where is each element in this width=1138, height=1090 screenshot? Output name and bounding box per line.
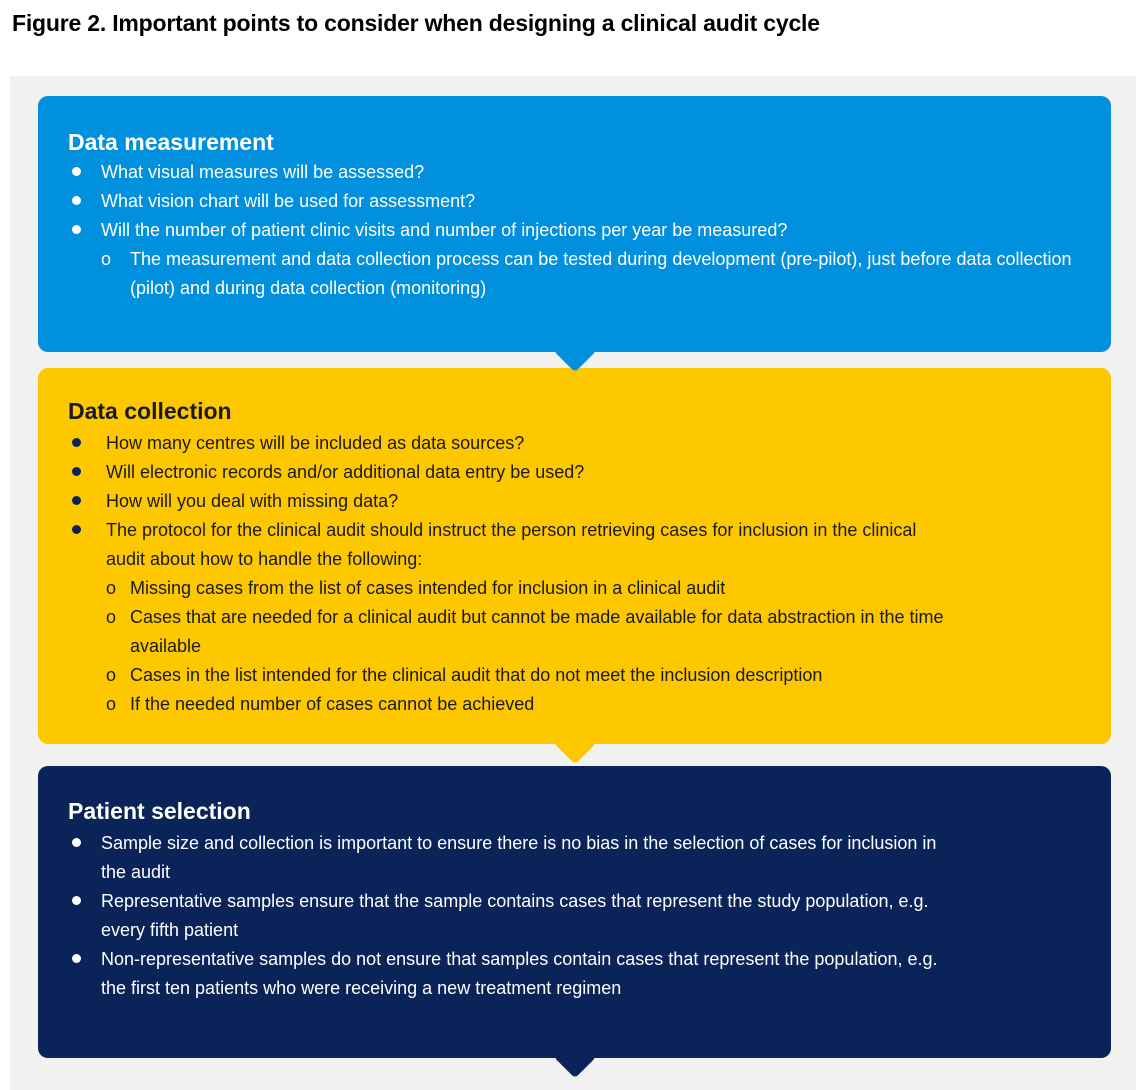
list-item: Will electronic records and/or additional data entry be used? (68, 458, 1081, 487)
data-collection-box (38, 368, 1111, 744)
sub-list-item: o Cases that are needed for a clinical audit but cannot be made available for data abstraction in the time available (68, 603, 1081, 661)
data-measurement-box (38, 96, 1111, 352)
list-item: Sample size and collection is important to ensure there is no bias in the selection of cases for inclusion in the audit (68, 829, 941, 887)
list-item: What visual measures will be assessed? (68, 158, 1081, 187)
list-item: How will you deal with missing data? (68, 487, 1081, 516)
list-item: What vision chart will be used for assessment? (68, 187, 1081, 216)
patient-selection-list (68, 829, 1081, 1003)
sub-list-item: o The measurement and data collection process can be tested during development (pre-pilot), just before data collection (pilot) and during data collection (monitoring) (68, 245, 1081, 303)
data-collection-list (68, 429, 1081, 719)
data-measurement-heading: Data measurement (68, 129, 274, 155)
patient-selection-heading: Patient selection (68, 798, 251, 824)
patient-selection-box (38, 766, 1111, 1058)
data-collection-heading: Data collection (68, 398, 232, 424)
list-item: How many centres will be included as data sources? (68, 429, 1081, 458)
list-item: Will the number of patient clinic visits and number of injections per year be measured? (68, 216, 1081, 245)
data-measurement-list (68, 158, 1081, 303)
sub-list-item: o If the needed number of cases cannot be achieved (68, 690, 1081, 719)
list-item: The protocol for the clinical audit should instruct the person retrieving cases for inclusion in the clinical audit about how to handle the following: (68, 516, 1081, 574)
sub-list-item: o Missing cases from the list of cases intended for inclusion in a clinical audit (68, 574, 1081, 603)
list-item: Non-representative samples do not ensure that samples contain cases that represent the population, e.g. the first ten patients who were receiving a new treatment regimen (68, 945, 941, 1003)
sub-list-item: o Cases in the list intended for the clinical audit that do not meet the inclusion description (68, 661, 1081, 690)
list-item: Representative samples ensure that the sample contains cases that represent the study population, e.g. every fifth patient (68, 887, 941, 945)
figure-title: Figure 2. Important points to consider when designing a clinical audit cycle (12, 10, 820, 36)
